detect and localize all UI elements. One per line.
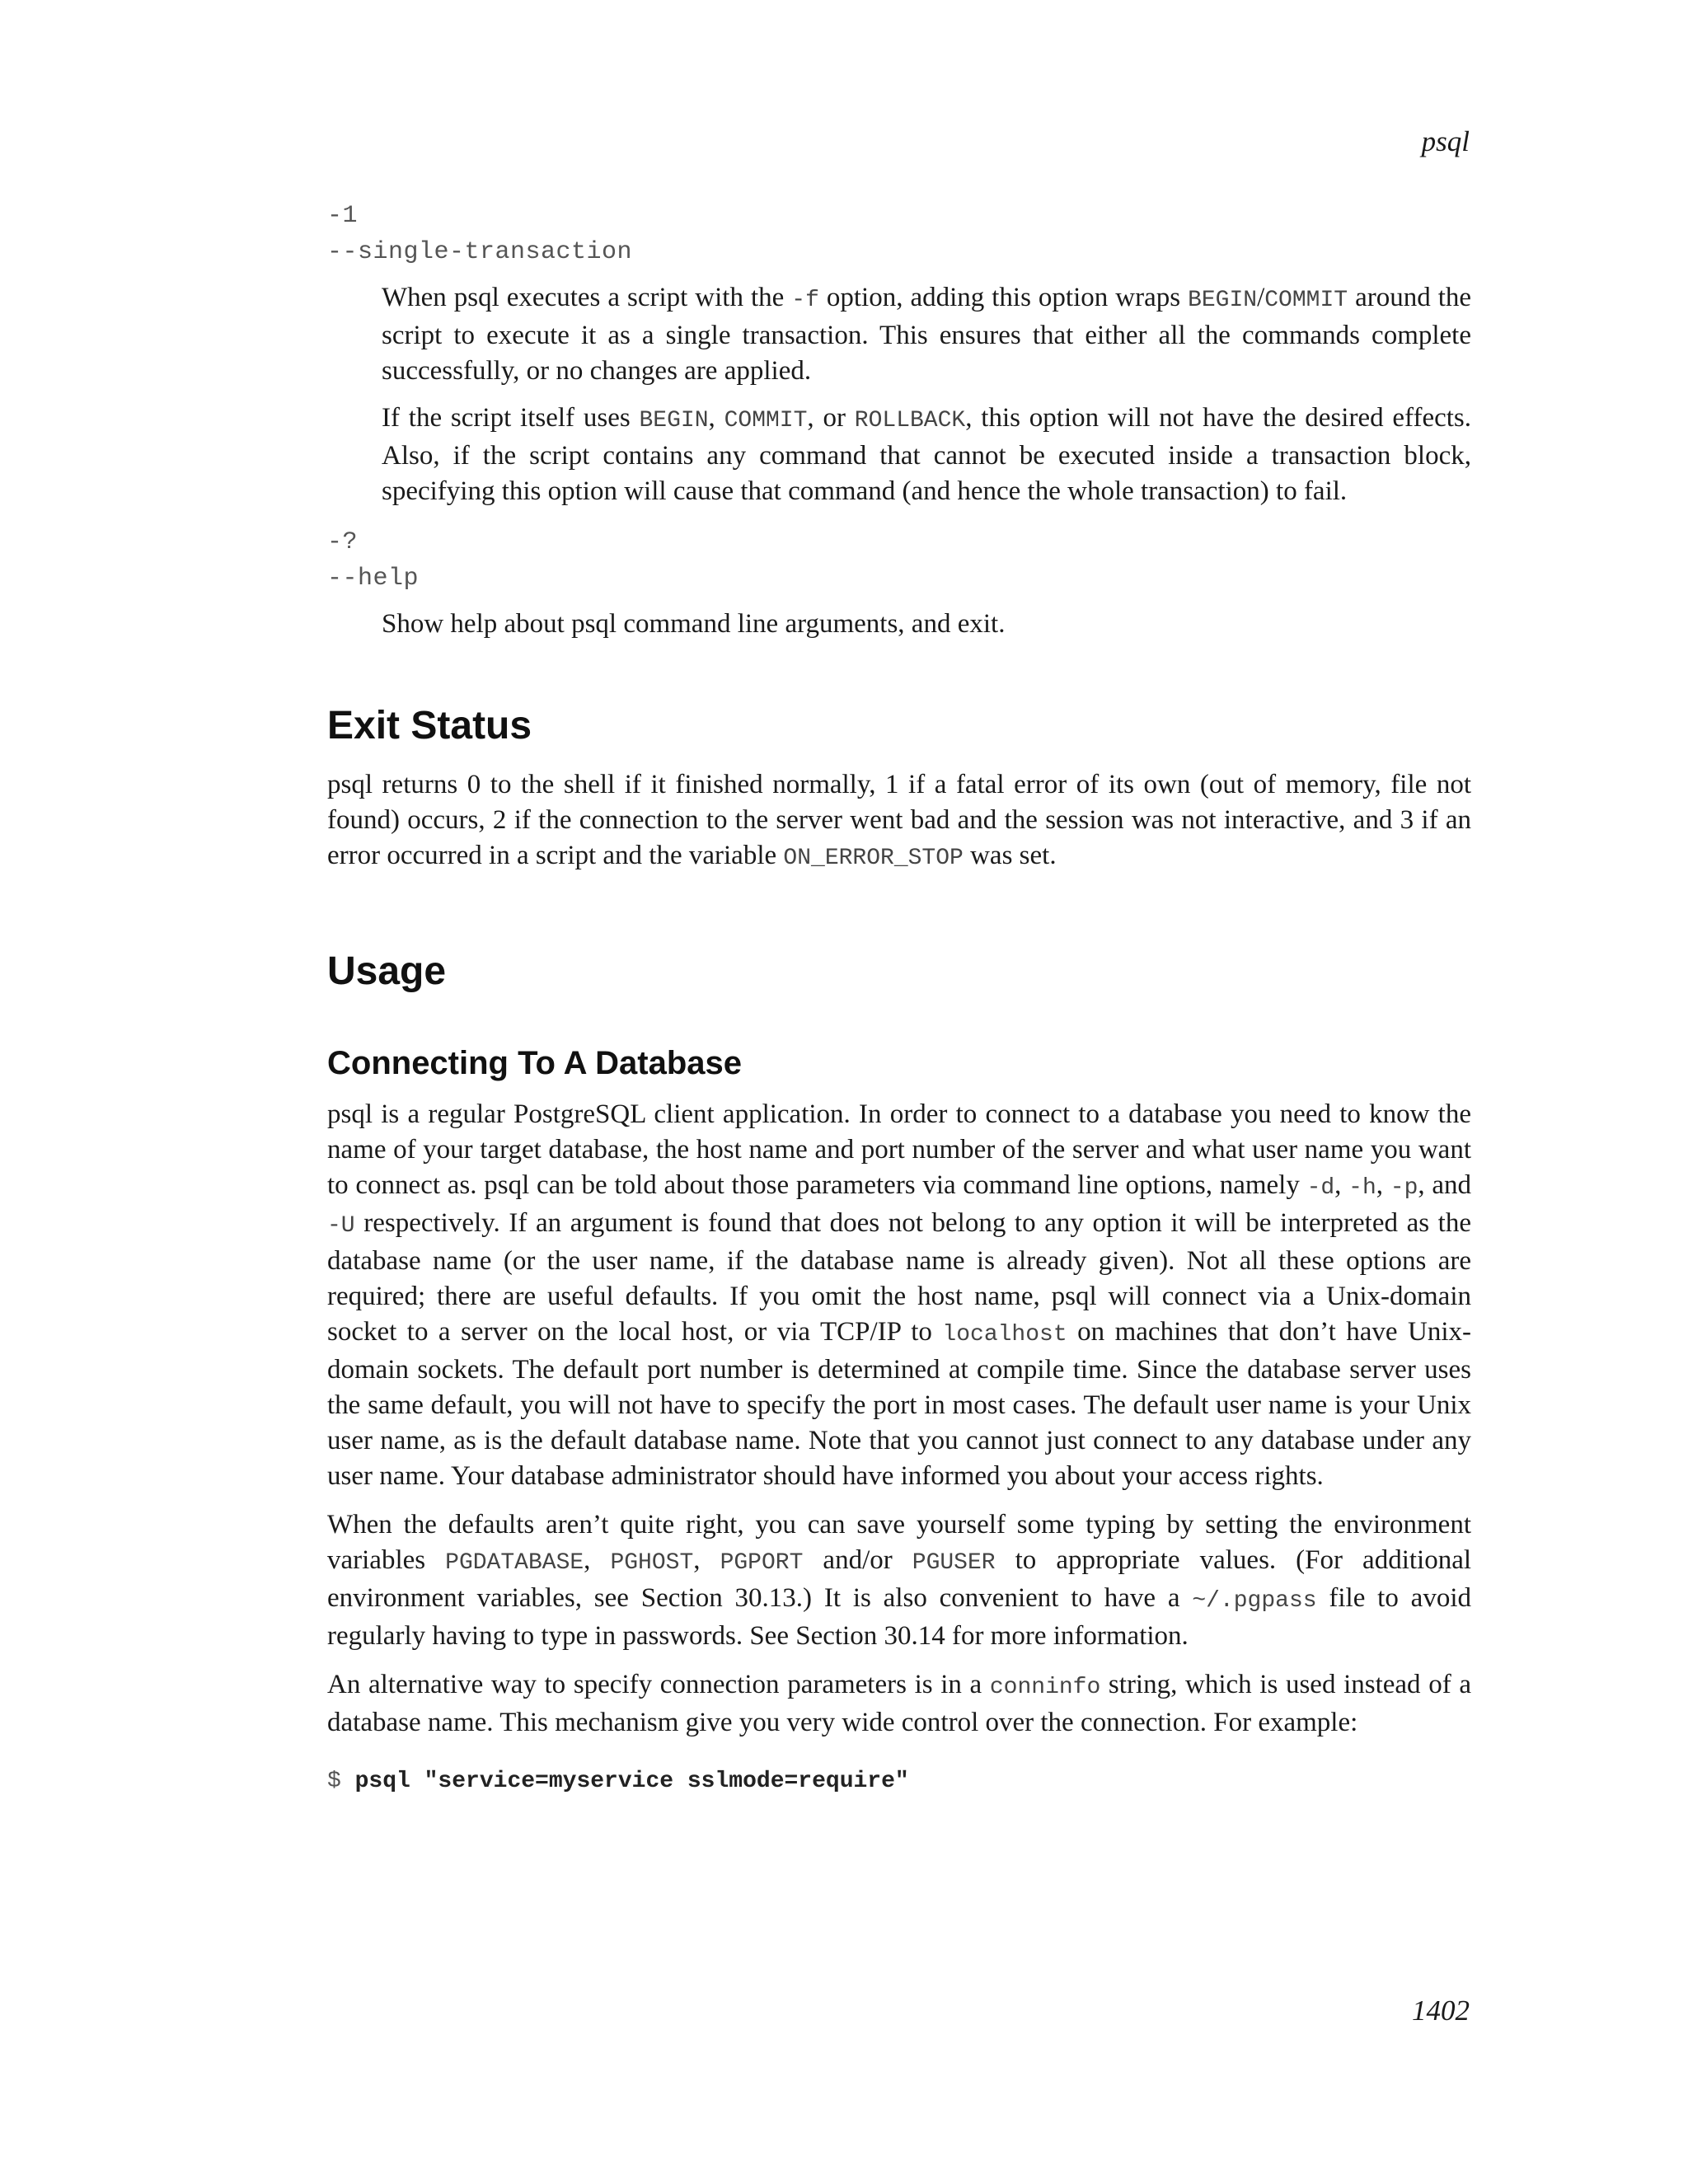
text: file to avoid regularly having to type in passwords. See Section 30.14 for more information. bbox=[327, 1583, 1471, 1651]
inline-code: COMMIT bbox=[1264, 288, 1348, 313]
text: , bbox=[1376, 1170, 1390, 1200]
text: option, adding this option wraps bbox=[818, 283, 1189, 312]
inline-code: PGPORT bbox=[720, 1550, 804, 1576]
inline-code: -p bbox=[1390, 1175, 1418, 1201]
text: When psql executes a script with the bbox=[382, 283, 792, 312]
shell-prompt: $ bbox=[327, 1769, 355, 1794]
option-help bbox=[327, 524, 1471, 597]
text: , and bbox=[1418, 1170, 1472, 1200]
section-heading-exit-status: Exit Status bbox=[327, 704, 532, 748]
text: , or bbox=[807, 403, 855, 433]
text: , bbox=[708, 403, 724, 433]
page-number: 1402 bbox=[1412, 1994, 1470, 2027]
text: , bbox=[693, 1545, 720, 1575]
shell-command: psql "service=myservice sslmode=require" bbox=[354, 1769, 909, 1794]
option-short-flag: -1 bbox=[327, 202, 359, 230]
paragraph bbox=[382, 401, 1471, 509]
inline-code: -f bbox=[791, 288, 819, 313]
paragraph bbox=[327, 767, 1471, 876]
text: If the script itself uses bbox=[382, 403, 640, 433]
inline-code: -d bbox=[1306, 1175, 1335, 1201]
text: , bbox=[1334, 1170, 1349, 1200]
inline-code: ON_ERROR_STOP bbox=[783, 846, 964, 871]
option-long-flag: --help bbox=[327, 565, 420, 593]
inline-code: BEGIN bbox=[639, 408, 709, 434]
text: / bbox=[1257, 283, 1265, 312]
inline-code: BEGIN bbox=[1188, 288, 1258, 313]
option-single-transaction bbox=[327, 198, 1471, 270]
option-short-flag: -? bbox=[327, 528, 359, 556]
text: psql returns 0 to the shell if it finished normally, 1 if a fatal error of its own (out of memory, file not found) occurs, 2 if the connection to the server went bad and the session was not interactive, and 3 if an error occurred in a script and the variable bbox=[327, 770, 1471, 870]
inline-code: PGUSER bbox=[912, 1550, 996, 1576]
inline-code: PGDATABASE bbox=[445, 1550, 584, 1576]
text: string, which is used instead of a database name. This mechanism give you very wide control over the connection. For example: bbox=[327, 1670, 1471, 1737]
paragraph bbox=[327, 1507, 1471, 1654]
option-long-flag: --single-transaction bbox=[327, 238, 633, 266]
text: and/or bbox=[803, 1545, 912, 1575]
section-heading-usage: Usage bbox=[327, 949, 447, 993]
text: psql is a regular PostgreSQL client application. In order to connect to a database you need to know the name of your target database, the host name and port number of the server and what user name you want to connect as. psql can be told about those parameters via command line options, namely bbox=[327, 1099, 1471, 1200]
text: was set. bbox=[963, 841, 1057, 870]
inline-code: conninfo bbox=[989, 1675, 1101, 1700]
paragraph bbox=[382, 280, 1471, 389]
page-content bbox=[327, 198, 1471, 1794]
paragraph bbox=[327, 1097, 1471, 1494]
inline-code: ~/.pgpass bbox=[1192, 1588, 1317, 1614]
inline-code: localhost bbox=[942, 1322, 1067, 1347]
code-example bbox=[327, 1769, 1471, 1794]
paragraph: Show help about psql command line arguments, and exit. bbox=[382, 609, 1006, 639]
inline-code: ROLLBACK bbox=[854, 408, 966, 434]
paragraph bbox=[327, 1667, 1471, 1741]
inline-code: PGHOST bbox=[610, 1550, 694, 1576]
text: , bbox=[584, 1545, 611, 1575]
text: to appropriate values. (For additional environment variables, see Section 30.13.) It is also convenient to have a bbox=[327, 1545, 1472, 1613]
text: , this option will not have the desired effects. Also, if the script contains any command that cannot be executed inside a transaction block, specifying this option will cause that command (and hence the whole transaction) to fail. bbox=[382, 403, 1471, 506]
option-description bbox=[382, 607, 1471, 642]
text: When the defaults aren’t quite right, you can save yourself some typing by setting the environment variables bbox=[327, 1510, 1471, 1575]
inline-code: COMMIT bbox=[724, 408, 808, 434]
text: around the script to execute it as a single transaction. This ensures that either all the commands complete successfully, or no changes are applied. bbox=[382, 283, 1472, 386]
inline-code: -U bbox=[327, 1213, 355, 1239]
text: An alternative way to specify connection parameters is in a bbox=[327, 1670, 990, 1699]
text: on machines that don’t have Unix-domain sockets. The default port number is determined at compile time. Since the database server uses the same default, you will not have to specify the port in most cases. The default user name is your Unix user name, as is the default database name. Note that you cannot just connect to any database under any user name. Your database administrator should have informed you about your access rights. bbox=[327, 1317, 1471, 1491]
text: respectively. If an argument is found that does not belong to any option it will be interpreted as the database name (or the user name, if the database name is already given). Not all these options are required; there are useful defaults. If you omit the host name, psql will connect via a Unix-domain socket to a server on the local host, or via TCP/IP to bbox=[327, 1208, 1471, 1347]
subsection-heading-connecting: Connecting To A Database bbox=[327, 1045, 743, 1081]
running-header: psql bbox=[1421, 125, 1470, 157]
option-description bbox=[382, 280, 1471, 509]
inline-code: -h bbox=[1348, 1175, 1376, 1201]
